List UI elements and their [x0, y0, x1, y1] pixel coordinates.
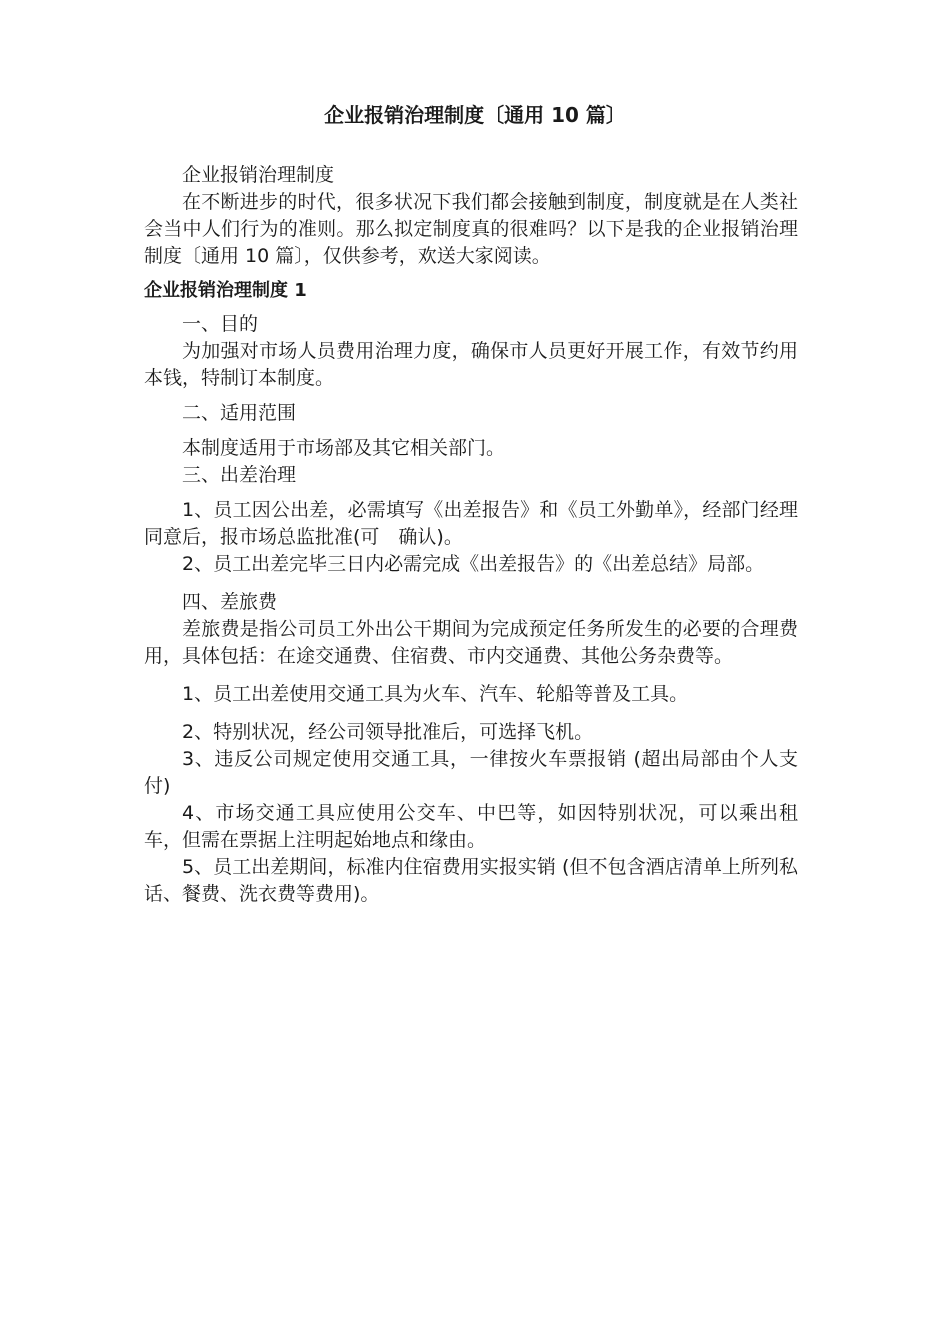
clause-item-expense-3: 3、违反公司规定使用交通工具，一律按火车票报销 (超出局部由个人支付): [144, 748, 798, 797]
section-heading: 企业报销治理制度 1: [144, 280, 307, 301]
clause-item-expense-2: 2、特别状况，经公司领导批准后，可选择飞机。: [182, 721, 594, 743]
clause-item-travel-1: 1、员工因公出差，必需填写《出差报告》和《员工外勤单》，经部门经理同意后，报市场总监批准(可 确认)。: [144, 499, 798, 548]
clause-heading-travel-expenses: 四、差旅费: [182, 591, 278, 613]
document-body: [144, 162, 798, 908]
clause-text-purpose: 为加强对市场人员费用治理力度，确保市人员更好开展工作，有效节约用本钱，特制订本制度。: [144, 340, 798, 389]
document-title: 企业报销治理制度〔通用 10 篇〕: [324, 103, 626, 127]
clause-heading-travel-management: 三、出差治理: [182, 464, 297, 486]
intro-subtitle: 企业报销治理制度: [182, 164, 335, 186]
clause-heading-purpose: 一、目的: [182, 313, 259, 335]
intro-paragraph: 在不断进步的时代，很多状况下我们都会接触到制度，制度就是在人类社会当中人们行为的准则。那么拟定制度真的很难吗？以下是我的企业报销治理制度〔通用 10 篇〕，仅供参考，欢送大家阅读。: [144, 191, 798, 267]
clause-item-expense-4: 4、市场交通工具应使用公交车、中巴等，如因特别状况，可以乘出租车，但需在票据上注明起始地点和缘由。: [144, 802, 798, 851]
clause-item-travel-2: 2、员工出差完毕三日内必需完成《出差报告》的《出差总结》局部。: [182, 553, 765, 575]
clause-item-expense-1: 1、员工出差使用交通工具为火车、汽车、轮船等普及工具。: [182, 683, 689, 705]
clause-item-expense-5: 5、员工出差期间，标准内住宿费用实报实销 (但不包含酒店清单上所列私话、餐费、洗衣费等费用)。: [144, 856, 798, 905]
clause-text-travel-expenses: 差旅费是指公司员工外出公干期间为完成预定任务所发生的必要的合理费用，具体包括：在途交通费、住宿费、市内交通费、其他公务杂费等。: [144, 618, 798, 667]
clause-heading-scope: 二、适用范围: [182, 402, 297, 424]
clause-text-scope: 本制度适用于市场部及其它相关部门。: [182, 437, 506, 459]
